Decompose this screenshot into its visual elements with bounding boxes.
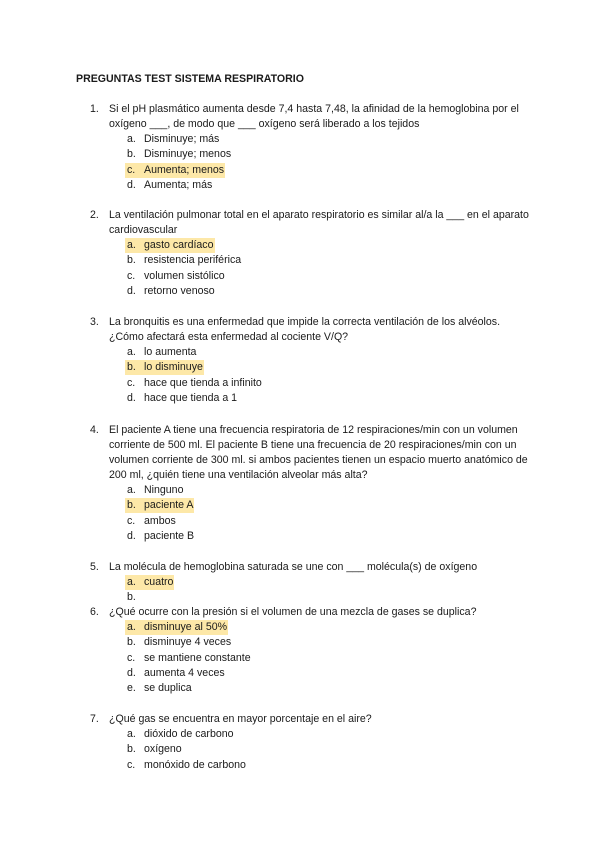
option-letter: b. bbox=[127, 743, 136, 756]
option-letter: d. bbox=[127, 178, 136, 191]
option-text: volumen sistólico bbox=[144, 269, 225, 282]
option-text: oxígeno bbox=[144, 743, 182, 756]
answer-option bbox=[127, 651, 530, 666]
option-list bbox=[127, 483, 530, 544]
answer-option bbox=[127, 391, 530, 406]
option-text: lo aumenta bbox=[144, 346, 197, 358]
option-text: gasto cardíaco bbox=[144, 239, 214, 251]
question-3 bbox=[90, 315, 530, 406]
answer-option bbox=[127, 238, 530, 253]
option-letter: d. bbox=[127, 284, 136, 297]
question-5 bbox=[90, 560, 530, 606]
option-list bbox=[127, 727, 530, 773]
answer-option bbox=[127, 376, 530, 391]
question-number: 2. bbox=[90, 209, 99, 221]
option-letter: c. bbox=[127, 514, 136, 527]
option-list bbox=[127, 238, 530, 299]
option-letter: d. bbox=[127, 666, 136, 679]
option-letter: b. bbox=[127, 361, 136, 374]
option-letter: c. bbox=[127, 163, 136, 176]
answer-option bbox=[127, 253, 530, 268]
option-list bbox=[127, 575, 530, 606]
answer-option bbox=[127, 635, 530, 650]
option-text: paciente A bbox=[144, 499, 194, 512]
answer-option bbox=[127, 147, 530, 162]
option-text: se duplica bbox=[144, 682, 192, 695]
option-text: disminuye al 50% bbox=[144, 621, 228, 633]
answer-option bbox=[127, 345, 530, 360]
question-number: 3. bbox=[90, 316, 99, 328]
answer-option bbox=[127, 758, 530, 773]
option-text: Ninguno bbox=[144, 484, 184, 496]
answer-option bbox=[127, 360, 530, 375]
option-text: ambos bbox=[144, 514, 176, 527]
question-number: 6. bbox=[90, 606, 99, 618]
answer-option bbox=[127, 575, 530, 590]
option-letter: a. bbox=[127, 576, 136, 588]
question-7 bbox=[90, 712, 530, 773]
option-letter: a. bbox=[127, 728, 136, 740]
answer-option bbox=[127, 620, 530, 635]
question-text: ¿Qué ocurre con la presión si el volumen de una mezcla de gases se duplica? bbox=[109, 606, 477, 618]
option-list bbox=[127, 132, 530, 193]
question-4 bbox=[90, 423, 530, 544]
option-text: Aumenta; menos bbox=[144, 163, 225, 176]
option-letter: b. bbox=[127, 636, 136, 649]
question-number: 5. bbox=[90, 561, 99, 573]
answer-option bbox=[127, 742, 530, 757]
question-text: ¿Qué gas se encuentra en mayor porcentaje en el aire? bbox=[109, 713, 372, 725]
question-6 bbox=[90, 605, 530, 696]
option-text: cuatro bbox=[144, 576, 174, 588]
question-text: La molécula de hemoglobina saturada se une con ___ molécula(s) de oxígeno bbox=[109, 561, 478, 573]
option-text: hace que tienda a 1 bbox=[144, 391, 238, 404]
answer-option bbox=[127, 178, 530, 193]
option-text: paciente B bbox=[144, 529, 195, 542]
option-letter: b. bbox=[127, 499, 136, 512]
option-text: dióxido de carbono bbox=[144, 728, 234, 740]
option-letter: c. bbox=[127, 376, 136, 389]
option-text: Aumenta; más bbox=[144, 178, 213, 191]
option-letter: b. bbox=[127, 148, 136, 161]
question-number: 7. bbox=[90, 713, 99, 725]
answer-option bbox=[127, 666, 530, 681]
page-title: PREGUNTAS TEST SISTEMA RESPIRATORIO bbox=[76, 73, 304, 85]
answer-option bbox=[127, 163, 530, 178]
option-text: disminuye 4 veces bbox=[144, 636, 232, 649]
question-text: La ventilación pulmonar total en el aparato respiratorio es similar al/a la ___ en el aparato cardiovascular bbox=[109, 209, 529, 236]
question-2 bbox=[90, 208, 530, 299]
answer-option bbox=[127, 483, 530, 498]
option-letter: d. bbox=[127, 391, 136, 404]
option-text: Disminuye; menos bbox=[144, 148, 232, 161]
option-letter: e. bbox=[127, 682, 136, 695]
option-text: lo disminuye bbox=[144, 361, 203, 374]
option-letter: a. bbox=[127, 484, 136, 496]
answer-option bbox=[127, 727, 530, 742]
option-letter: b. bbox=[127, 254, 136, 267]
option-letter: c. bbox=[127, 269, 136, 282]
question-text: Si el pH plasmático aumenta desde 7,4 hasta 7,48, la afinidad de la hemoglobina por el oxígeno ___, de modo que ___ oxígeno será liberado a los tejidos bbox=[109, 103, 519, 130]
option-text: hace que tienda a infinito bbox=[144, 376, 262, 389]
answer-option bbox=[127, 681, 530, 696]
answer-option bbox=[127, 132, 530, 147]
answer-option bbox=[127, 590, 530, 605]
question-text: La bronquitis es una enfermedad que impide la correcta ventilación de los alvéolos. ¿Cómo afectará esta enfermedad al cociente V/Q? bbox=[109, 316, 501, 343]
option-list bbox=[127, 620, 530, 696]
option-letter: a. bbox=[127, 621, 136, 633]
answer-option bbox=[127, 529, 530, 544]
answer-option bbox=[127, 514, 530, 529]
question-text: El paciente A tiene una frecuencia respiratoria de 12 respiraciones/min con un volumen corriente de 500 ml. El paciente B tiene una frecuencia de 20 respiraciones/min con un volumen corriente de 300 ml. si ambos pacientes tienen un espacio muerto anatómico de 200 ml, ¿quién tiene una ventilación alveolar más alta? bbox=[109, 424, 528, 481]
option-text: monóxido de carbono bbox=[144, 758, 246, 771]
question-1 bbox=[90, 102, 530, 193]
option-letter: c. bbox=[127, 651, 136, 664]
option-letter: b. bbox=[127, 591, 136, 604]
option-letter: a. bbox=[127, 239, 136, 251]
option-text: retorno venoso bbox=[144, 284, 215, 297]
option-text: Disminuye; más bbox=[144, 133, 220, 145]
option-letter: d. bbox=[127, 529, 136, 542]
option-text: se mantiene constante bbox=[144, 651, 251, 664]
option-text: aumenta 4 veces bbox=[144, 666, 225, 679]
option-letter: c. bbox=[127, 758, 136, 771]
option-list bbox=[127, 345, 530, 406]
option-text: resistencia periférica bbox=[144, 254, 242, 267]
question-number: 1. bbox=[90, 103, 99, 115]
option-letter: a. bbox=[127, 346, 136, 358]
answer-option bbox=[127, 269, 530, 284]
question-number: 4. bbox=[90, 424, 99, 436]
answer-option bbox=[127, 284, 530, 299]
answer-option bbox=[127, 498, 530, 513]
option-letter: a. bbox=[127, 133, 136, 145]
